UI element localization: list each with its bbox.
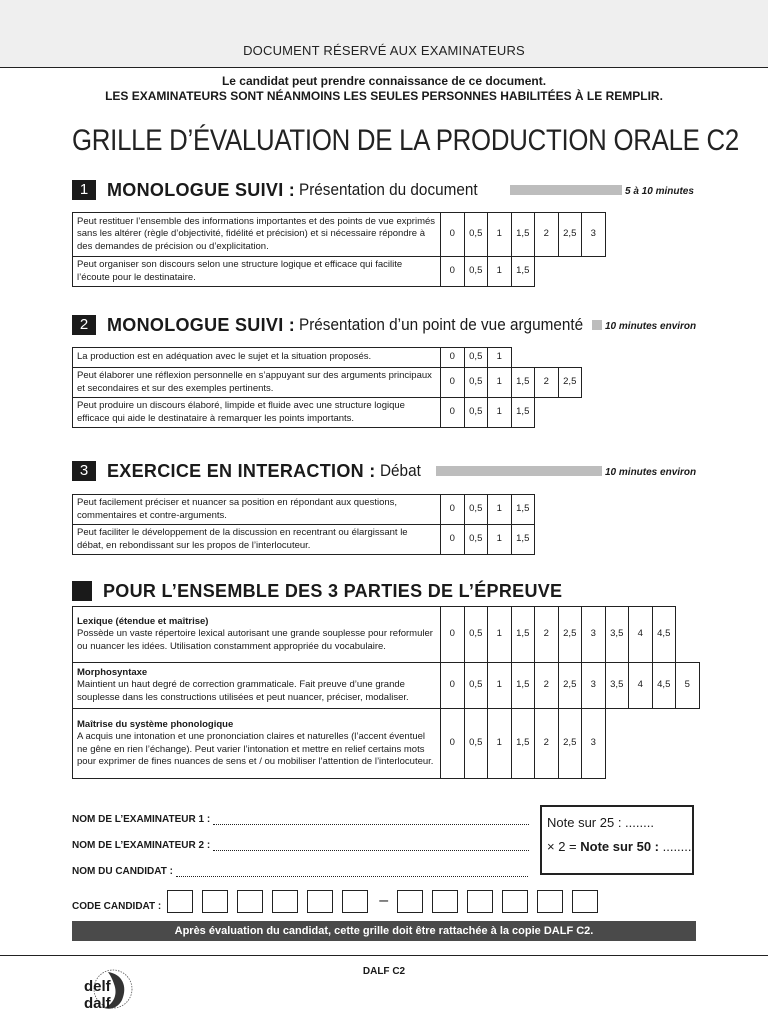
section-3-title: EXERCICE EN INTERACTION : <box>107 460 376 481</box>
score-option[interactable]: 1 <box>488 213 512 257</box>
examiner-1-field[interactable] <box>213 815 529 825</box>
criterion-row <box>73 525 700 555</box>
section-1-bar <box>510 185 622 195</box>
criterion-text: A acquis une intonation et une prononciation claires et naturelles (l’accent éventuel ne gêne en rien l’échange). Peut varier l’intonation et mettre en relief certains mots pour exprimer de fines nuances de sens et / ou mobiliser l’attention de l’interlocuteur. <box>77 731 434 767</box>
empty-cell <box>535 525 559 555</box>
note-50-label: Note sur 50 : <box>580 839 659 854</box>
score-option[interactable]: 0,5 <box>464 525 488 555</box>
empty-cell <box>558 525 582 555</box>
empty-cell <box>582 495 606 525</box>
section-3-header <box>72 461 425 481</box>
note-box <box>540 805 694 875</box>
empty-cell <box>558 348 582 368</box>
empty-cell <box>558 398 582 428</box>
score-option[interactable]: 0,5 <box>464 213 488 257</box>
score-option[interactable]: 0 <box>441 348 465 368</box>
score-option[interactable]: 0 <box>441 257 465 287</box>
code-digit-box[interactable] <box>237 890 263 913</box>
section-3-number: 3 <box>72 461 96 481</box>
empty-cell <box>676 348 700 368</box>
code-digit-box[interactable] <box>307 890 333 913</box>
empty-cell <box>582 398 606 428</box>
criterion-text: Peut faciliter le développement de la discussion en recentrant ou élargissant le débat, en rebondissant sur les propos de l’interlocuteur. <box>77 527 408 551</box>
empty-cell <box>535 348 559 368</box>
note-50-dots[interactable]: ........ <box>659 839 692 854</box>
empty-cell <box>535 495 559 525</box>
empty-cell <box>652 398 676 428</box>
logo-text-bottom: dalf <box>84 995 111 1012</box>
section-3-bar <box>436 466 602 476</box>
score-option[interactable]: 0 <box>441 368 465 398</box>
code-digit-box[interactable] <box>167 890 193 913</box>
empty-cell <box>605 348 629 368</box>
empty-cell <box>652 257 676 287</box>
empty-cell <box>629 348 653 368</box>
section-2-title: MONOLOGUE SUIVI : <box>107 314 296 335</box>
criterion-description <box>73 495 441 525</box>
code-dash: – <box>379 892 389 909</box>
top-band <box>0 0 768 68</box>
criterion-text: La production est en adéquation avec le sujet et la situation proposés. <box>77 351 372 363</box>
candidate-code-label: CODE CANDIDAT : <box>72 900 162 912</box>
code-digit-box[interactable] <box>572 890 598 913</box>
empty-cell <box>535 398 559 428</box>
notice-line-2: LES EXAMINATEURS SONT NÉANMOINS LES SEULES PERSONNES HABILITÉES À LE REMPLIR. <box>105 89 663 103</box>
empty-cell <box>676 257 700 287</box>
empty-cell <box>652 709 676 779</box>
empty-cell <box>676 525 700 555</box>
empty-cell <box>558 495 582 525</box>
criterion-description <box>73 368 441 398</box>
code-digit-box[interactable] <box>272 890 298 913</box>
criterion-text: Peut produire un discours élaboré, limpide et fluide avec une structure logique efficace qui aide le destinataire à remarquer les points importants. <box>77 400 405 424</box>
score-option[interactable]: 4,5 <box>652 663 676 709</box>
empty-cell <box>652 525 676 555</box>
examiner-1-row <box>72 814 529 825</box>
score-option[interactable]: 0,5 <box>464 257 488 287</box>
candidate-name-label: NOM DU CANDIDAT : <box>72 866 173 877</box>
code-digit-box[interactable] <box>202 890 228 913</box>
note-50-row <box>547 839 692 854</box>
criterion-row <box>73 368 700 398</box>
empty-cell <box>676 213 700 257</box>
score-option[interactable]: 1 <box>488 348 512 368</box>
score-option[interactable]: 0 <box>441 213 465 257</box>
criterion-description <box>73 213 441 257</box>
empty-cell <box>629 257 653 287</box>
score-option[interactable]: 2,5 <box>558 709 582 779</box>
criterion-text: Maintient un haut degré de correction grammaticale. Fait preuve d’une grande souplesse dans les constructions utilisées et peut nuancer, préciser, modaliser. <box>77 679 409 703</box>
score-option[interactable]: 1 <box>488 495 512 525</box>
code-digit-box[interactable] <box>502 890 528 913</box>
section-2-header <box>72 315 615 335</box>
section-4-grid <box>72 606 700 779</box>
criterion-text: Peut restituer l’ensemble des informations importantes et des points de vue exprimés sans les altérer (règle d’objectivité, fidélité et précision) et si nécessaire répondre à des demandes de précision ou d’explicitation. <box>77 215 436 252</box>
score-option[interactable]: 1 <box>488 398 512 428</box>
criterion-row <box>73 709 700 779</box>
score-option[interactable]: 1,5 <box>511 213 535 257</box>
criterion-row <box>73 495 700 525</box>
score-option[interactable]: 4,5 <box>652 607 676 663</box>
score-option[interactable]: 4 <box>629 607 653 663</box>
page-title: GRILLE D’ÉVALUATION DE LA PRODUCTION ORALE C2 <box>72 124 740 157</box>
reserved-label: DOCUMENT RÉSERVÉ AUX EXAMINATEURS <box>243 43 525 58</box>
empty-cell <box>582 257 606 287</box>
score-option[interactable]: 0 <box>441 607 465 663</box>
empty-cell <box>605 495 629 525</box>
empty-cell <box>582 348 606 368</box>
score-option[interactable]: 2 <box>535 663 559 709</box>
empty-cell <box>629 495 653 525</box>
code-digit-box[interactable] <box>432 890 458 913</box>
attach-notice-band: Après évaluation du candidat, cette grille doit être rattachée à la copie DALF C2. <box>72 921 696 941</box>
score-option[interactable]: 1,5 <box>511 398 535 428</box>
score-option[interactable]: 0,5 <box>464 398 488 428</box>
score-option[interactable]: 2,5 <box>558 213 582 257</box>
score-option[interactable]: 1,5 <box>511 525 535 555</box>
score-option[interactable]: 3 <box>582 607 606 663</box>
candidate-code-row <box>72 887 607 915</box>
score-option[interactable]: 1,5 <box>511 368 535 398</box>
score-option[interactable]: 0 <box>441 663 465 709</box>
empty-cell <box>582 368 606 398</box>
criterion-label: Maîtrise du système phonologique <box>77 718 234 730</box>
code-digit-box[interactable] <box>537 890 563 913</box>
notice-line-1: Le candidat peut prendre connaissance de ce document. <box>221 74 547 88</box>
criterion-text: Peut facilement préciser et nuancer sa position en répondant aux questions, commentaires et contre-arguments. <box>77 497 398 521</box>
score-option[interactable]: 2 <box>535 607 559 663</box>
section-2-bar <box>592 320 602 330</box>
criterion-description <box>73 257 441 287</box>
score-option[interactable]: 0,5 <box>464 495 488 525</box>
examiner-2-label: NOM DE L’EXAMINATEUR 2 : <box>72 840 211 851</box>
section-2-grid <box>72 347 700 428</box>
empty-cell <box>629 398 653 428</box>
score-option[interactable]: 1 <box>488 709 512 779</box>
delf-dalf-logo <box>78 964 134 1014</box>
examiner-2-row <box>72 840 529 851</box>
score-option[interactable]: 5 <box>676 663 700 709</box>
section-3-duration: 10 minutes environ <box>605 467 697 478</box>
criterion-row <box>73 398 700 428</box>
criterion-description <box>73 709 441 779</box>
score-option[interactable]: 0,5 <box>464 709 488 779</box>
section-1-header <box>72 180 498 200</box>
score-option[interactable]: 3 <box>582 663 606 709</box>
empty-cell <box>582 525 606 555</box>
candidate-name-field[interactable] <box>176 867 528 877</box>
empty-cell <box>629 213 653 257</box>
criterion-description <box>73 525 441 555</box>
criterion-text: Peut élaborer une réflexion personnelle en s’appuyant sur des arguments principaux et secondaires et sur des exemples pertinents. <box>77 370 432 394</box>
criterion-text: Possède un vaste répertoire lexical autorisant une grande souplesse pour reformuler ou nuancer les idées. Utilisation constamment appropriée du vocabulaire. <box>77 628 433 652</box>
code-digit-box[interactable] <box>467 890 493 913</box>
criterion-description <box>73 398 441 428</box>
criterion-row <box>73 607 700 663</box>
score-option[interactable]: 3,5 <box>605 663 629 709</box>
empty-cell <box>605 213 629 257</box>
section-3-grid <box>72 494 699 555</box>
score-option[interactable]: 0 <box>441 525 465 555</box>
code-digit-box[interactable] <box>397 890 423 913</box>
score-option[interactable]: 1 <box>488 607 512 663</box>
score-option[interactable]: 1,5 <box>511 495 535 525</box>
empty-cell <box>605 257 629 287</box>
note-25: Note sur 25 : ........ <box>547 815 654 830</box>
score-option[interactable]: 3,5 <box>605 607 629 663</box>
score-option[interactable]: 2 <box>535 213 559 257</box>
section-4-header <box>72 581 562 601</box>
empty-cell <box>676 368 700 398</box>
doc-code: DALF C2 <box>362 966 406 977</box>
empty-cell <box>605 709 629 779</box>
score-option[interactable]: 0,5 <box>464 607 488 663</box>
section-4-title: POUR L’ENSEMBLE DES 3 PARTIES DE L’ÉPREUVE <box>103 580 563 601</box>
empty-cell <box>605 398 629 428</box>
score-option[interactable]: 0 <box>441 495 465 525</box>
criterion-text: Peut organiser son discours selon une structure logique et efficace qui facilite l’écoute pour le destinataire. <box>77 259 403 283</box>
empty-cell <box>558 257 582 287</box>
empty-cell <box>511 348 535 368</box>
score-option[interactable]: 1 <box>488 368 512 398</box>
empty-cell <box>629 709 653 779</box>
empty-cell <box>676 607 700 663</box>
criterion-description <box>73 348 441 368</box>
score-option[interactable]: 1,5 <box>511 257 535 287</box>
logo-text-top: delf <box>84 978 111 995</box>
candidate-name-row <box>72 866 528 877</box>
criterion-row <box>73 213 700 257</box>
section-1-title: MONOLOGUE SUIVI : <box>107 179 296 200</box>
score-option[interactable]: 1,5 <box>511 709 535 779</box>
score-option[interactable]: 0 <box>441 709 465 779</box>
score-option[interactable]: 0,5 <box>464 348 488 368</box>
section-1-grid <box>72 212 700 287</box>
empty-cell <box>652 213 676 257</box>
bottom-divider <box>0 955 768 956</box>
score-option[interactable]: 3 <box>582 709 606 779</box>
examiner-2-field[interactable] <box>213 841 529 851</box>
section-2-number: 2 <box>72 315 96 335</box>
score-option[interactable]: 0 <box>441 398 465 428</box>
empty-cell <box>676 495 700 525</box>
note-multiplier: × 2 = <box>547 839 581 854</box>
score-option[interactable]: 2,5 <box>558 368 582 398</box>
section-4-marker <box>72 581 92 601</box>
section-1-duration: 5 à 10 minutes <box>625 186 694 197</box>
section-1-number: 1 <box>72 180 96 200</box>
score-option[interactable]: 1,5 <box>511 607 535 663</box>
score-option[interactable]: 1,5 <box>511 663 535 709</box>
score-option[interactable]: 1 <box>488 257 512 287</box>
code-digit-box[interactable] <box>342 890 368 913</box>
section-2-duration: 10 minutes environ <box>605 321 697 332</box>
score-option[interactable]: 2,5 <box>558 607 582 663</box>
criterion-row <box>73 348 700 368</box>
section-3-subtitle: Débat <box>379 461 421 480</box>
score-option[interactable]: 1 <box>488 663 512 709</box>
empty-cell <box>676 709 700 779</box>
empty-cell <box>605 525 629 555</box>
empty-cell <box>652 348 676 368</box>
score-option[interactable]: 4 <box>629 663 653 709</box>
section-1-subtitle: Présentation du document <box>299 180 478 199</box>
score-option[interactable]: 2 <box>535 368 559 398</box>
examiner-1-label: NOM DE L’EXAMINATEUR 1 : <box>72 814 211 825</box>
criterion-label: Morphosyntaxe <box>77 666 148 678</box>
criterion-row <box>73 257 700 287</box>
empty-cell <box>629 368 653 398</box>
score-option[interactable]: 1 <box>488 525 512 555</box>
score-option[interactable]: 2 <box>535 709 559 779</box>
empty-cell <box>676 398 700 428</box>
score-option[interactable]: 3 <box>582 213 606 257</box>
section-2-subtitle: Présentation d’un point de vue argumenté <box>299 315 584 334</box>
criterion-description <box>73 607 441 663</box>
criterion-row <box>73 663 700 709</box>
empty-cell <box>652 368 676 398</box>
empty-cell <box>652 495 676 525</box>
criterion-description <box>73 663 441 709</box>
empty-cell <box>535 257 559 287</box>
empty-cell <box>629 525 653 555</box>
score-option[interactable]: 2,5 <box>558 663 582 709</box>
empty-cell <box>605 368 629 398</box>
score-option[interactable]: 0,5 <box>464 368 488 398</box>
criterion-label: Lexique (étendue et maîtrise) <box>77 615 209 627</box>
score-option[interactable]: 0,5 <box>464 663 488 709</box>
notice <box>0 74 768 104</box>
